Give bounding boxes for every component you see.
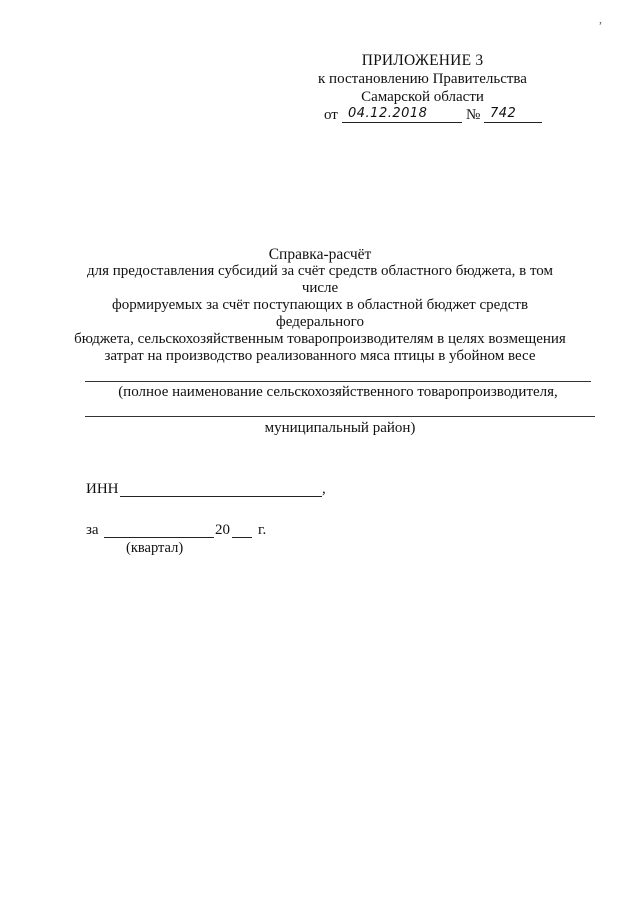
- appendix-line-2: Самарской области: [361, 89, 484, 105]
- heading-line-1: для предоставления субсидий за счёт средств областного бюджета, в том числе: [86, 263, 554, 296]
- appendix-date-line: [300, 106, 560, 126]
- heading-line-4: затрат на производство реализованного мяса птицы в убойном весе: [104, 348, 536, 364]
- inn-suffix: ,: [322, 481, 326, 497]
- document-heading: [70, 246, 570, 365]
- quarter-label: (квартал): [126, 540, 184, 556]
- year-blank: [232, 537, 252, 538]
- number-prefix: №: [466, 107, 481, 123]
- producer-name-label: (полное наименование сельскохозяйственного товаропроизводителя,: [118, 384, 558, 400]
- producer-name-blank: [85, 381, 591, 382]
- quarter-blank: [104, 537, 229, 538]
- district-blank: [85, 416, 595, 417]
- appendix-header: [300, 52, 600, 126]
- date-handwritten: 04.12.2018: [348, 106, 428, 121]
- number-handwritten: 742: [490, 106, 517, 121]
- heading-line-3: бюджета, сельскохозяйственным товаропроизводителям в целях возмещения: [74, 331, 566, 347]
- heading-line-2: формируемых за счёт поступающих в областной бюджет средств федерального: [111, 297, 529, 330]
- year-prefix: 20: [215, 522, 230, 538]
- period-prefix: за: [86, 522, 99, 538]
- appendix-title: ПРИЛОЖЕНИЕ 3: [361, 52, 484, 69]
- inn-blank: [120, 496, 322, 497]
- inn-label: ИНН: [86, 481, 119, 497]
- heading-title: Справка-расчёт: [268, 246, 372, 263]
- scan-mark: ,: [599, 12, 602, 26]
- appendix-line-1: к постановлению Правительства: [318, 71, 527, 87]
- date-prefix: от: [324, 107, 338, 123]
- year-suffix: г.: [258, 522, 267, 538]
- district-label: муниципальный район): [264, 420, 416, 436]
